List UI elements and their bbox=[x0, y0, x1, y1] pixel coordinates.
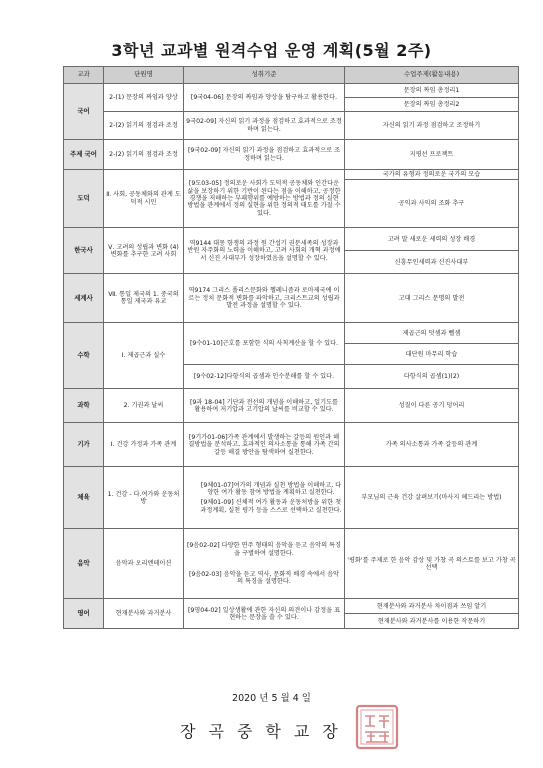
table-row bbox=[64, 323, 519, 344]
topic-cell: 부모님의 근육 건강 살펴보기(마사지 헤드리는 방법) bbox=[345, 467, 519, 529]
school-name: 장곡중학교장 bbox=[180, 722, 351, 741]
standard-cell: 9국02-09] 자신의 읽기 과정을 점검하고 효과적으로 조정하며 읽는다. bbox=[184, 112, 345, 140]
unit-cell: Ⅶ. 통일 제국의 1. 중국의 통일 제국과 유교 bbox=[104, 274, 184, 323]
topic-cell: 고려 말 새로운 세력의 성장 배경 bbox=[345, 228, 519, 251]
table-header-row bbox=[64, 67, 519, 84]
topic-cell: 지평선 프로젝트 bbox=[345, 140, 519, 170]
table-row bbox=[64, 228, 519, 251]
subject-cell: 세계사 bbox=[64, 274, 104, 323]
topic-cell: 자신의 읽기 과정 점검하고 조정하기 bbox=[345, 112, 519, 140]
subject-cell: 체육 bbox=[64, 467, 104, 529]
topic-cell: 현재분사와 과거분사를 이용한 작문하기 bbox=[345, 614, 519, 629]
standard-cell: [9기가01-06]가족 관계에서 발생하는 갈등의 원인과 해결방법을 분석하고, 효과적인 의사소통을 통해 가족 간의 갈등 해결 방안을 탐색하여 실천한다. bbox=[184, 423, 345, 467]
topic-cell: 성질이 다른 공기 덩어리 bbox=[345, 389, 519, 423]
unit-cell: Ⅱ. 사회, 공동체와의 관계 도덕적 시민 bbox=[104, 170, 184, 228]
standard-cell: [9수01-10]근호를 포함한 식의 사칙계산을 할 수 있다. bbox=[184, 323, 345, 365]
document-title: 3학년 교과별 원격수업 운영 계획(5월 2주) bbox=[111, 41, 432, 60]
standard-text: [9음02-03] 음악을 듣고 역사, 문화적 배경 속에서 음악의 특징을 설명한다. bbox=[188, 570, 340, 586]
standard-cell bbox=[184, 529, 345, 599]
remote-class-plan-table bbox=[63, 66, 519, 629]
subject-cell: 한국사 bbox=[64, 228, 104, 274]
table-row bbox=[64, 274, 519, 323]
topic-cell: 다항식의 곱셈(1)(2) bbox=[345, 365, 519, 389]
topic-cell: 문장의 짜임 총정리1 bbox=[345, 84, 519, 98]
standard-cell bbox=[184, 467, 345, 529]
table-row bbox=[64, 599, 519, 614]
table-row bbox=[64, 112, 519, 140]
subject-cell: 기가 bbox=[64, 423, 104, 467]
unit-cell: 음악과 오리엔테이션 bbox=[104, 529, 184, 599]
standard-cell: [9도03-05] 정의로운 사회가 도덕적 공동체와 인간다운 삶을 보장하기 위한 기반이 된다는 점을 이해하고, 공정한 경쟁을 저해하는 부패행위를 예방하는 방법과 정의 실현 방법을 관계에서 정의 실현을 위한 정의적 태도를 가질 수 있다. bbox=[184, 170, 345, 228]
subject-cell: 과학 bbox=[64, 389, 104, 423]
subject-cell: 주제 국어 bbox=[64, 140, 104, 170]
topic-cell: 고대 그리스 문명의 발전 bbox=[345, 274, 519, 323]
table-row bbox=[64, 423, 519, 467]
topic-cell: 가족 의사소통과 가족 갈등의 관계 bbox=[345, 423, 519, 467]
unit-cell: 1. 건강 - 다.여가와 운동처방 bbox=[104, 467, 184, 529]
standard-cell: [9영04-02] 일상생활에 관한 자신의 의견이나 감정을 표현하는 문장을 쓸 수 있다. bbox=[184, 599, 345, 629]
topic-cell: 현재분사와 과거분사 차이점과 쓰임 알기 bbox=[345, 599, 519, 614]
topic-cell: 국가의 유형과 정의로운 국가의 모습 bbox=[345, 170, 519, 180]
table-row bbox=[64, 140, 519, 170]
topic-cell: 공익과 사익의 조화 추구 bbox=[345, 180, 519, 228]
standard-cell: 역9174 그리스 폴리스문화와 헬레니즘과 로마제국에 이르는 정치 문화적 변화를 파악하고, 크리스트교의 성립과 발전 과정을 설명할 수 있다. bbox=[184, 274, 345, 323]
school-seal-stamp bbox=[355, 704, 399, 750]
header-unit: 단원명 bbox=[104, 67, 184, 84]
topic-cell: 신흥무인세력과 신진사대부 bbox=[345, 251, 519, 274]
topic-cell: '평화'를 주제로 한 음악 감상 및 가창 곡 의스토를 보고 가창 곡 선택 bbox=[345, 529, 519, 599]
standard-text: [9체01-09] 신체적 여가 활동과 운동처방을 위한 첫 과정계획, 실천 평가 등을 스스로 선택하고 실천한다. bbox=[200, 499, 342, 514]
subject-cell: 음악 bbox=[64, 529, 104, 599]
standard-cell: [9국02-09] 자신의 읽기 과정을 점검하고 효과적으로 조정하며 읽는다. bbox=[184, 140, 345, 170]
unit-cell: Ⅰ. 제곱근과 실수 bbox=[104, 323, 184, 389]
header-subject: 교과 bbox=[64, 67, 104, 84]
unit-cell: 2-(2) 읽기의 점검과 조정 bbox=[104, 140, 184, 170]
header-topic: 수업주제(활동내용) bbox=[345, 67, 519, 84]
topic-cell: 대단원 마무리 학습 bbox=[345, 344, 519, 365]
standard-cell: 역9144 대몽 항쟁의 과정 원 간섭기 권문세족의 성장과 반원 자주화의 노력을 이해하고, 고려 사회의 개혁 과정에서 신진 사대부가 성장하였음을 설명할 수 있다. bbox=[184, 228, 345, 274]
table-row bbox=[64, 389, 519, 423]
topic-cell: 제곱근의 덧셈과 뺄셈 bbox=[345, 323, 519, 344]
standard-cell: [9수02-12]다항식의 곱셈과 인수분해를 할 수 있다. bbox=[184, 365, 345, 389]
unit-cell: Ⅰ. 건강 가정과 가족 관계 bbox=[104, 423, 184, 467]
unit-cell: 2-(2) 읽기의 점검과 조정 bbox=[104, 112, 184, 140]
header-standard: 성취기준 bbox=[184, 67, 345, 84]
subject-cell: 수학 bbox=[64, 323, 104, 389]
standard-cell: [9과 18-04] 기단과 전선의 개념을 이해하고, 일기도를 활용하여 저기압과 고기압의 날씨를 비교할 수 있다. bbox=[184, 389, 345, 423]
subject-cell: 국어 bbox=[64, 84, 104, 140]
standard-text: [9체01-07]여가의 개념과 실천 방법을 이해하고, 다양한 여가 활동 참여 방법을 계획하고 실천한다. bbox=[200, 481, 342, 496]
subject-cell: 영어 bbox=[64, 599, 104, 629]
table-row bbox=[64, 84, 519, 98]
unit-cell: Ⅴ. 고려의 성립과 변화 (4) 변화를 추구한 고려 사회 bbox=[104, 228, 184, 274]
topic-cell: 문장의 짜임 총정리2 bbox=[345, 98, 519, 112]
unit-cell: 2. 기권과 날씨 bbox=[104, 389, 184, 423]
standard-text: [9음02-02] 다양한 연주 형태의 음악을 듣고 음악의 특징을 구별하여 설명한다. bbox=[186, 542, 342, 557]
unit-cell: 현재분사와 과거분사 bbox=[104, 599, 184, 629]
unit-cell: 2-(1) 문장의 짜임과 양상 bbox=[104, 84, 184, 112]
document-date: 2020 년 5 월 4 일 bbox=[232, 693, 311, 704]
table-row bbox=[64, 467, 519, 529]
table-row bbox=[64, 529, 519, 599]
subject-cell: 도덕 bbox=[64, 170, 104, 228]
table-row bbox=[64, 170, 519, 180]
standard-cell: [9국04-06] 문장의 짜임과 양상을 탐구하고 활용한다. bbox=[184, 84, 345, 112]
